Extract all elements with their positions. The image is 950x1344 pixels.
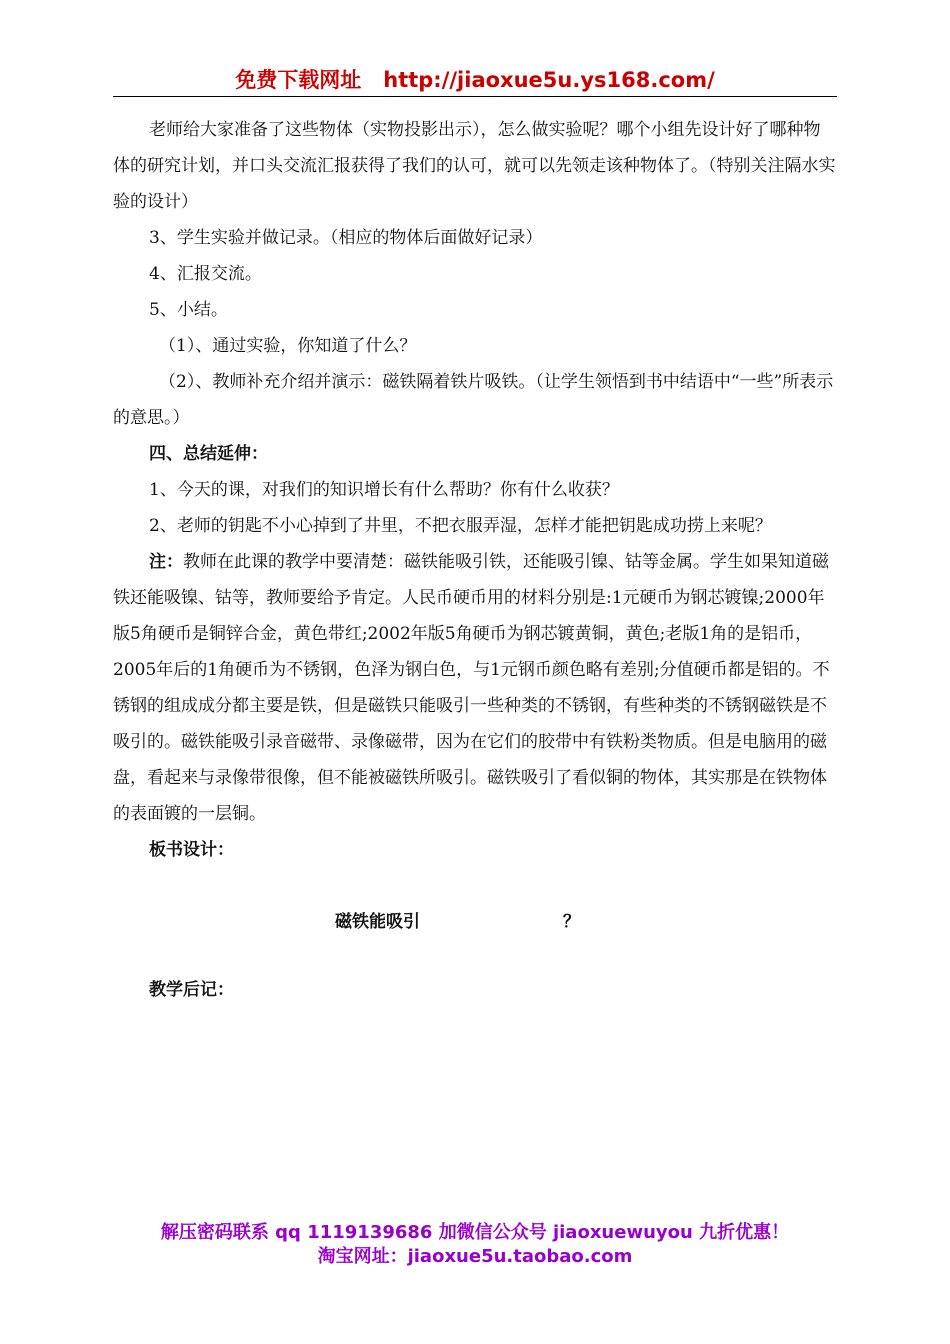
document-body [113,112,837,868]
board-left-text: 磁铁能吸引 [335,912,420,932]
board-right-text: ？ [563,912,580,932]
paragraph-question-2: 2、老师的钥匙不小心掉到了井里，不把衣服弄湿，怎样才能把钥匙成功捞上来呢？ [149,516,772,536]
paragraph-step-5: 5、小结。 [149,300,228,320]
paragraph-intro: 老师给大家准备了这些物体（实物投影出示），怎么做实验呢？哪个小组先设计好了哪种物体的研究计划，并口头交流汇报获得了我们的认可，就可以先领走该种物体了。（特别关注隔水实验的设计） [113,120,836,212]
paragraph-question-1: 1、今天的课，对我们的知识增长有什么帮助？你有什么收获？ [149,480,619,500]
paragraph-summary-2: （2）、教师补充介绍并演示：磁铁隔着铁片吸铁。（让学生领悟到书中结语中“一些”所表示的意思。） [113,372,834,428]
page-header [113,64,837,97]
board-design [113,904,837,940]
footer-contact: 解压密码联系 qq 1119139686 加微信公众号 jiaoxuewuyou 九折优惠！ [160,1222,790,1243]
footer-shop-link[interactable]: 淘宝网址：jiaoxue5u.taobao.com [317,1246,633,1267]
header-url-link[interactable]: http://jiaoxue5u.ys168.com/ [383,68,715,92]
teaching-postnote-heading: 教学后记： [149,980,234,1000]
paragraph-step-3: 3、学生实验并做记录。（相应的物体后面做好记录） [149,228,543,248]
paragraph-summary-1: （1）、通过实验，你知道了什么？ [159,336,417,356]
paragraph-step-4: 4、汇报交流。 [149,264,262,284]
paragraph-note [113,544,837,832]
note-text: 教师在此课的教学中要清楚：磁铁能吸引铁，还能吸引镍、钴等金属。学生如果知道磁铁还能吸镍、钴等，教师要给予肯定。人民币硬币用的材料分别是:1元硬币为钢芯镀镍;2000年版5角硬币是铜锌合金，黄色带红;2002年版5角硬币为钢芯镀黄铜，黄色;老版1角的是铝币，2005年后的1角硬币为不锈钢，色泽为钢白色，与1元钢币颜色略有差别;分值硬币都是铝的。不锈钢的组成成分都主要是铁，但是磁铁只能吸引一些种类的不锈钢，有些种类的不锈钢磁铁是不吸引的。磁铁能吸引录音磁带、录像磁带，因为在它们的胶带中有铁粉类物质。但是电脑用的磁盘，看起来与录像带很像，但不能被磁铁所吸引。磁铁吸引了看似铜的物体，其实那是在铁物体的表面镀的一层铜。 [113,552,830,824]
note-label: 注： [149,552,183,572]
section-heading-summary: 四、总结延伸： [149,444,268,464]
header-label: 免费下载网址 [235,68,362,92]
board-design-heading: 板书设计： [149,840,234,860]
